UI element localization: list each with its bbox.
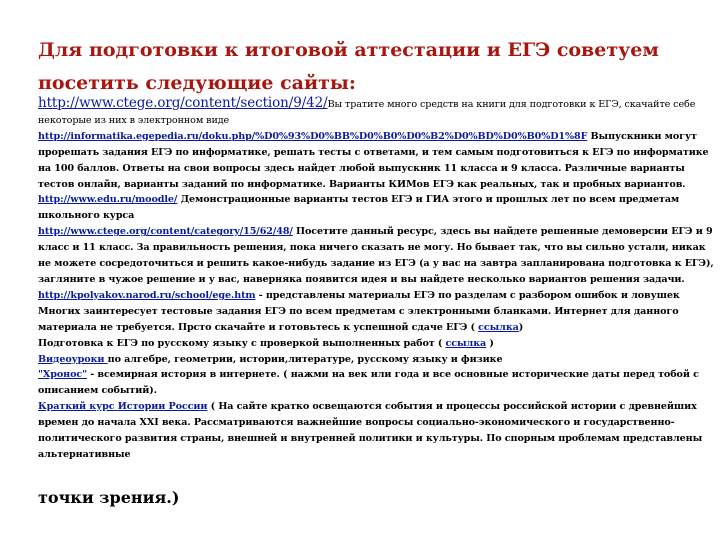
paragraph-text: ) (486, 337, 494, 349)
reference-link[interactable]: ссылка (445, 337, 487, 349)
content-body (38, 96, 714, 463)
russian-history-link[interactable]: Краткий курс Истории России (38, 401, 208, 413)
paragraph-text: ) (518, 321, 524, 333)
chronos-link[interactable]: "Хронос" (38, 369, 88, 381)
paragraph-text: Посетите данный ресурс, здесь вы найдете решенные демоверсии ЕГЭ и 9 класс и 11 класс. За правильность решения, пока ничего сказать не могу. Но бывает так, что вы сильно устали, никак не можете сосредоточиться и решить какое-нибудь задание из ЕГЭ (а у вас на завтра запланирована подготовка к ЕГЭ), загляните в чужое решение и у вас, наверняка появится идея и вы найдете несколько вариантов решения задачи. (38, 226, 714, 285)
ctege-books-link[interactable]: http://www.ctege.org/content/section/9/42/ (38, 95, 328, 111)
paragraph-text: Подготовка к ЕГЭ по русскому языку с проверкой выполненных работ ( (38, 337, 446, 349)
paragraph-text: Вы тратите много средств на книги для подготовки к ЕГЭ, скачайте себе некоторые из них в электронном виде (38, 99, 696, 126)
paragraph-text: Выпускники могут прорешать задания ЕГЭ по информатике, решать тесты с ответами, и тем самым подготовиться к ЕГЭ по информатике на 100 баллов. Ответы на свои вопросы здесь найдет любой выпускник 11 класса и 9 класса. Различные варианты тестов онлайн, варианты заданий по информатике. Варианты КИМов ЕГЭ как реальных, так и пробных вариантов. (38, 130, 709, 190)
paragraph-text: ( На сайте кратко освещаются события и процессы российской истории с древнейших времен до начала XXI века. Рассматриваются важнейшие вопросы социально-экономического и государственно-политического развития страны, внешней и внутренней политики и культуры. По спорным проблемам представлены альтернативные (38, 401, 703, 460)
paragraph-text: - представлены материалы ЕГЭ по разделам с разбором ошибок и ловушек Многих заинтересует тестовые задания ЕГЭ по всем предметам с электронными бланками. Интернет для данного материала не требуется. Прсто скачайте и готовьтесь к успешной сдаче ЕГЭ ( (38, 289, 680, 333)
edu-moodle-link[interactable]: http://www.edu.ru/moodle/ (38, 194, 178, 206)
page-title: Для подготовки к итоговой аттестации и ЕГЭ советуем посетить следующие сайты: (38, 39, 659, 94)
reference-link[interactable]: ссылка (478, 321, 519, 333)
paragraph-text: Демонстрационные варианты тестов ЕГЭ и ГИА этого и прошлых лет по всем предметам школьного курса (38, 194, 680, 222)
ctege-category-link[interactable]: http://www.ctege.org/content/category/15/62/48/ (38, 226, 293, 238)
video-lessons-link[interactable]: Видеоуроки (38, 353, 108, 365)
kpolyakov-link[interactable]: http://kpolyakov.narod.ru/school/ege.htm (38, 289, 256, 301)
egepedia-link[interactable]: http://informatika.egepedia.ru/doku.php/%D0%93%D0%BB%D0%B0%D0%B2%D0%BD%D0%B0%D1%8F (38, 130, 588, 142)
paragraph-text: по алгебре, геометрии, истории,литературе, русскому языку и физике (107, 353, 503, 365)
closing-text: точки зрения.) (38, 488, 180, 507)
paragraph-text: - всемирная история в интернете. ( нажми на век или года и все основные исторические даты перед тобой с описанием событий). (38, 369, 699, 397)
